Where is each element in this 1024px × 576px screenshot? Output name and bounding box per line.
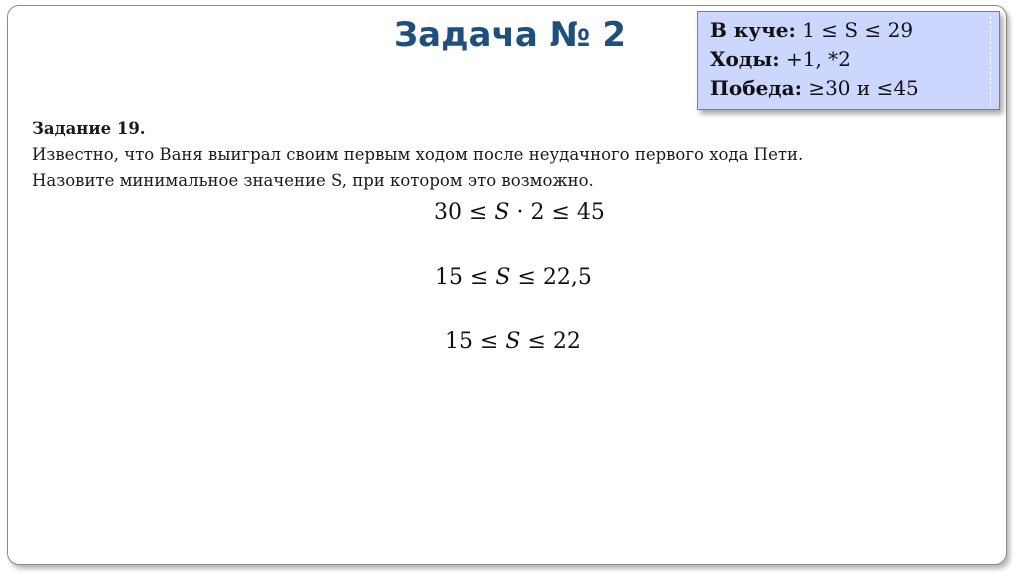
formula-2-right: ≤ 22,5 <box>510 265 592 290</box>
moves-condition <box>710 45 999 74</box>
win-condition <box>710 74 999 103</box>
formula-2-left: 15 ≤ <box>435 265 496 290</box>
slide-title: Задача № 2 <box>393 15 627 55</box>
formula-1-left: 30 ≤ <box>434 200 495 225</box>
formula-2-variable: S <box>495 265 511 290</box>
formula-3-variable: S <box>505 329 521 354</box>
win-label: Победа: <box>710 76 802 100</box>
task-line-2: Назовите минимальное значение S, при котором это возможно. <box>32 171 594 190</box>
formula-2 <box>435 264 592 292</box>
formula-3 <box>445 328 581 356</box>
conditions-box <box>697 11 1000 110</box>
formula-1 <box>434 199 605 227</box>
formula-3-left: 15 ≤ <box>445 329 506 354</box>
formula-1-right: · 2 ≤ 45 <box>509 200 605 225</box>
formula-3-right: ≤ 22 <box>520 329 581 354</box>
task-heading: Задание 19. <box>32 119 146 138</box>
moves-value: +1, *2 <box>779 47 851 71</box>
heap-value: 1 ≤ S ≤ 29 <box>795 18 914 42</box>
task-line-1: Известно, что Ваня выиграл своим первым ходом после неудачного первого хода Пети. <box>32 145 804 164</box>
heap-condition <box>710 16 999 45</box>
win-value: ≥30 и ≤45 <box>801 76 919 100</box>
formula-1-variable: S <box>494 200 510 225</box>
task-text <box>32 116 932 194</box>
heap-label: В куче: <box>710 18 796 42</box>
moves-label: Ходы: <box>710 47 780 71</box>
